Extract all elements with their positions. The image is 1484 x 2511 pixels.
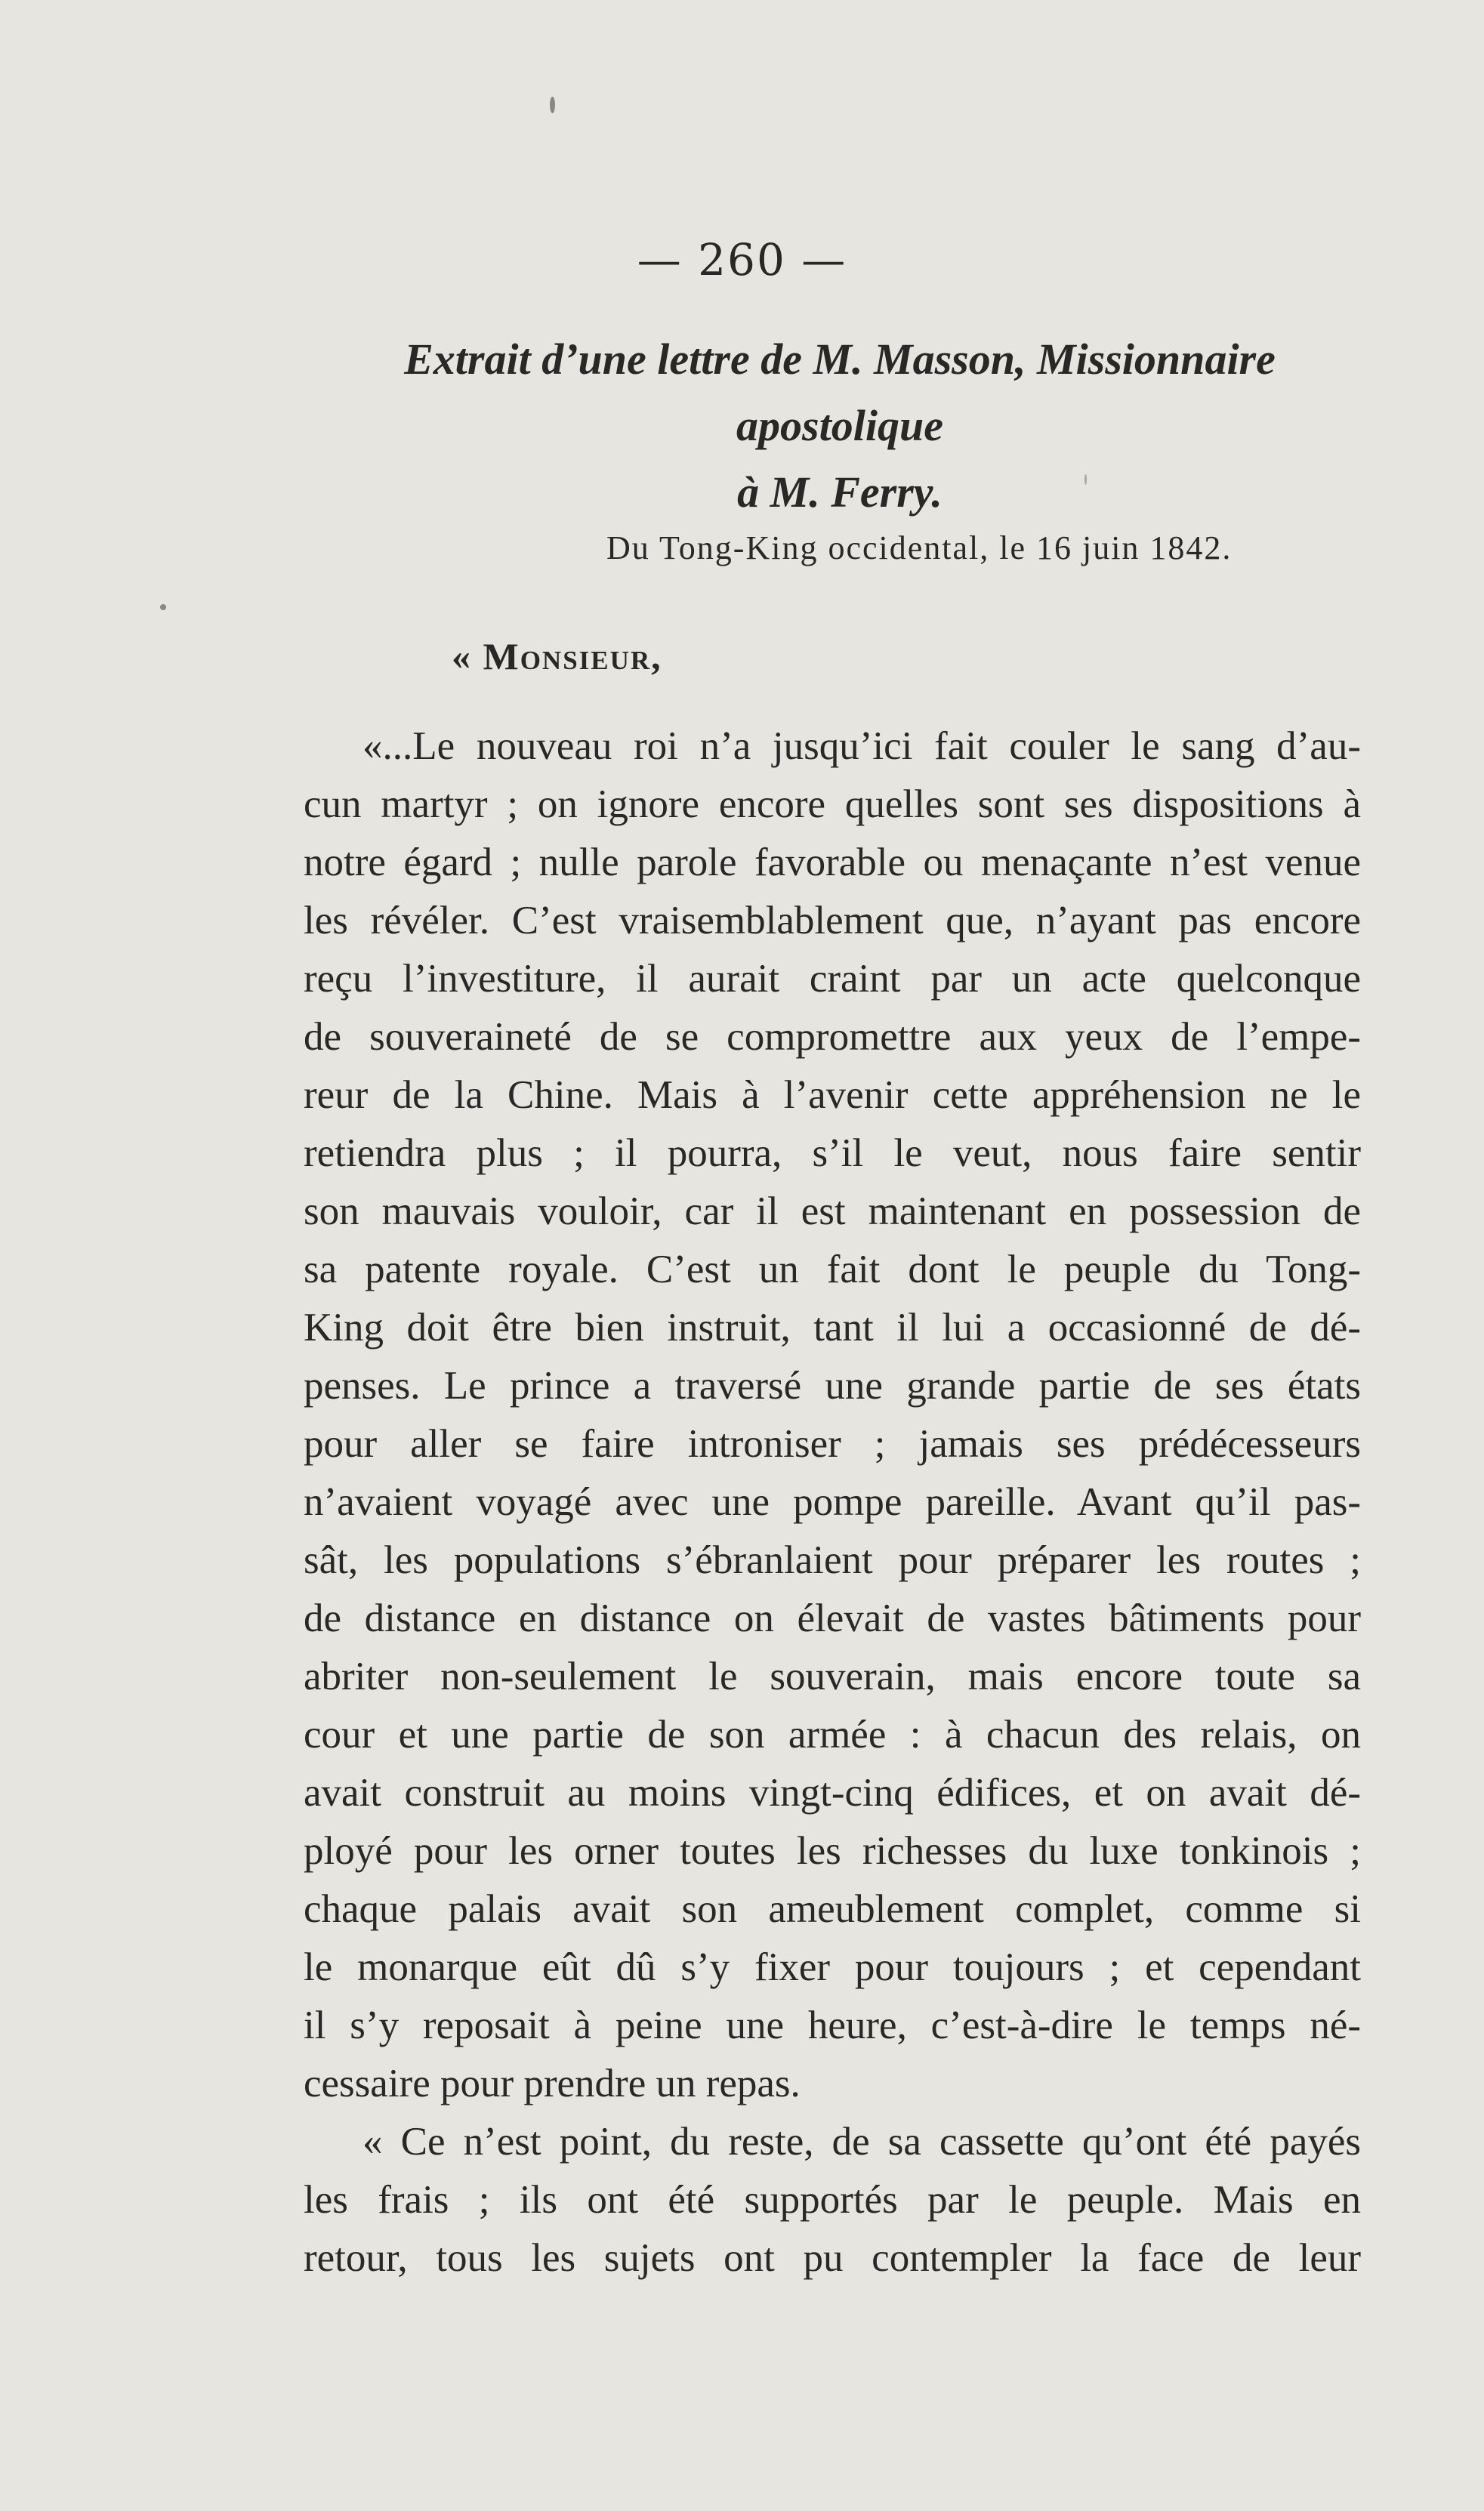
body-line: avait construit au moins vingt-cinq édifices, et on avait dé- (304, 1771, 1361, 1815)
body-line: retiendra plus ; il pourra, s’il le veut, nous faire sentir (304, 1131, 1361, 1175)
body-line: n’avaient voyagé avec une pompe pareille. Avant qu’il pas- (304, 1480, 1361, 1524)
body-line: cun martyr ; on ignore encore quelles sont ses dispositions à (304, 782, 1361, 826)
body-line: abriter non-seulement le souverain, mais encore toute sa (304, 1655, 1361, 1698)
title-line-1: Extrait d’une lettre de M. Masson, Missionnaire apostolique (404, 335, 1276, 450)
body-line: le monarque eût dû s’y fixer pour toujours ; et cependant (304, 1945, 1361, 1989)
body-line: ployé pour les orner toutes les richesses du luxe tonkinois ; (304, 1829, 1361, 1873)
paper-speck (160, 604, 166, 610)
paper-speck (550, 97, 555, 113)
body-line: cour et une partie de son armée : à chacun des relais, on (304, 1713, 1361, 1757)
body-line: reçu l’investiture, il aurait craint par un acte quelconque (304, 957, 1361, 1001)
page-number: — 260 — (637, 234, 847, 285)
dateline: Du Tong-King occidental, le 16 juin 1842. (606, 529, 1233, 566)
body-line: pour aller se faire introniser ; jamais ses prédécesseurs (304, 1422, 1361, 1466)
body-line: notre égard ; nulle parole favorable ou menaçante n’est venue (304, 841, 1361, 884)
body-line: les révéler. C’est vraisemblablement que, n’ayant pas encore (304, 899, 1361, 942)
body-line: «...Le nouveau roi n’a jusqu’ici fait couler le sang d’au- (363, 724, 1361, 768)
body-line: retour, tous les sujets ont pu contempler la face de leur (304, 2236, 1361, 2280)
letter-body (304, 717, 1361, 2287)
salutation: « Monsieur, (452, 635, 662, 677)
body-line: cessaire pour prendre un repas. (304, 2062, 801, 2105)
body-line: King doit être bien instruit, tant il lui a occasionné de dé- (304, 1306, 1361, 1350)
body-line: chaque palais avait son ameublement complet, comme si (304, 1887, 1361, 1931)
letter-title (304, 326, 1376, 526)
body-line: sa patente royale. C’est un fait dont le peuple du Tong- (304, 1248, 1361, 1291)
body-line: reur de la Chine. Mais à l’avenir cette appréhension ne le (304, 1073, 1361, 1117)
body-line: son mauvais vouloir, car il est maintenant en possession de (304, 1189, 1361, 1233)
body-line: les frais ; ils ont été supportés par le peuple. Mais en (304, 2178, 1361, 2222)
body-line: penses. Le prince a traversé une grande partie de ses états (304, 1364, 1361, 1408)
body-line: sât, les populations s’ébranlaient pour préparer les routes ; (304, 1538, 1361, 1582)
body-line: de distance en distance on élevait de vastes bâtiments pour (304, 1596, 1361, 1640)
title-line-2: à M. Ferry. (737, 467, 943, 517)
body-line: de souveraineté de se compromettre aux yeux de l’empe- (304, 1015, 1361, 1059)
body-line: « Ce n’est point, du reste, de sa cassette qu’ont été payés (363, 2120, 1361, 2164)
body-line: il s’y reposait à peine une heure, c’est-à-dire le temps né- (304, 2004, 1361, 2047)
